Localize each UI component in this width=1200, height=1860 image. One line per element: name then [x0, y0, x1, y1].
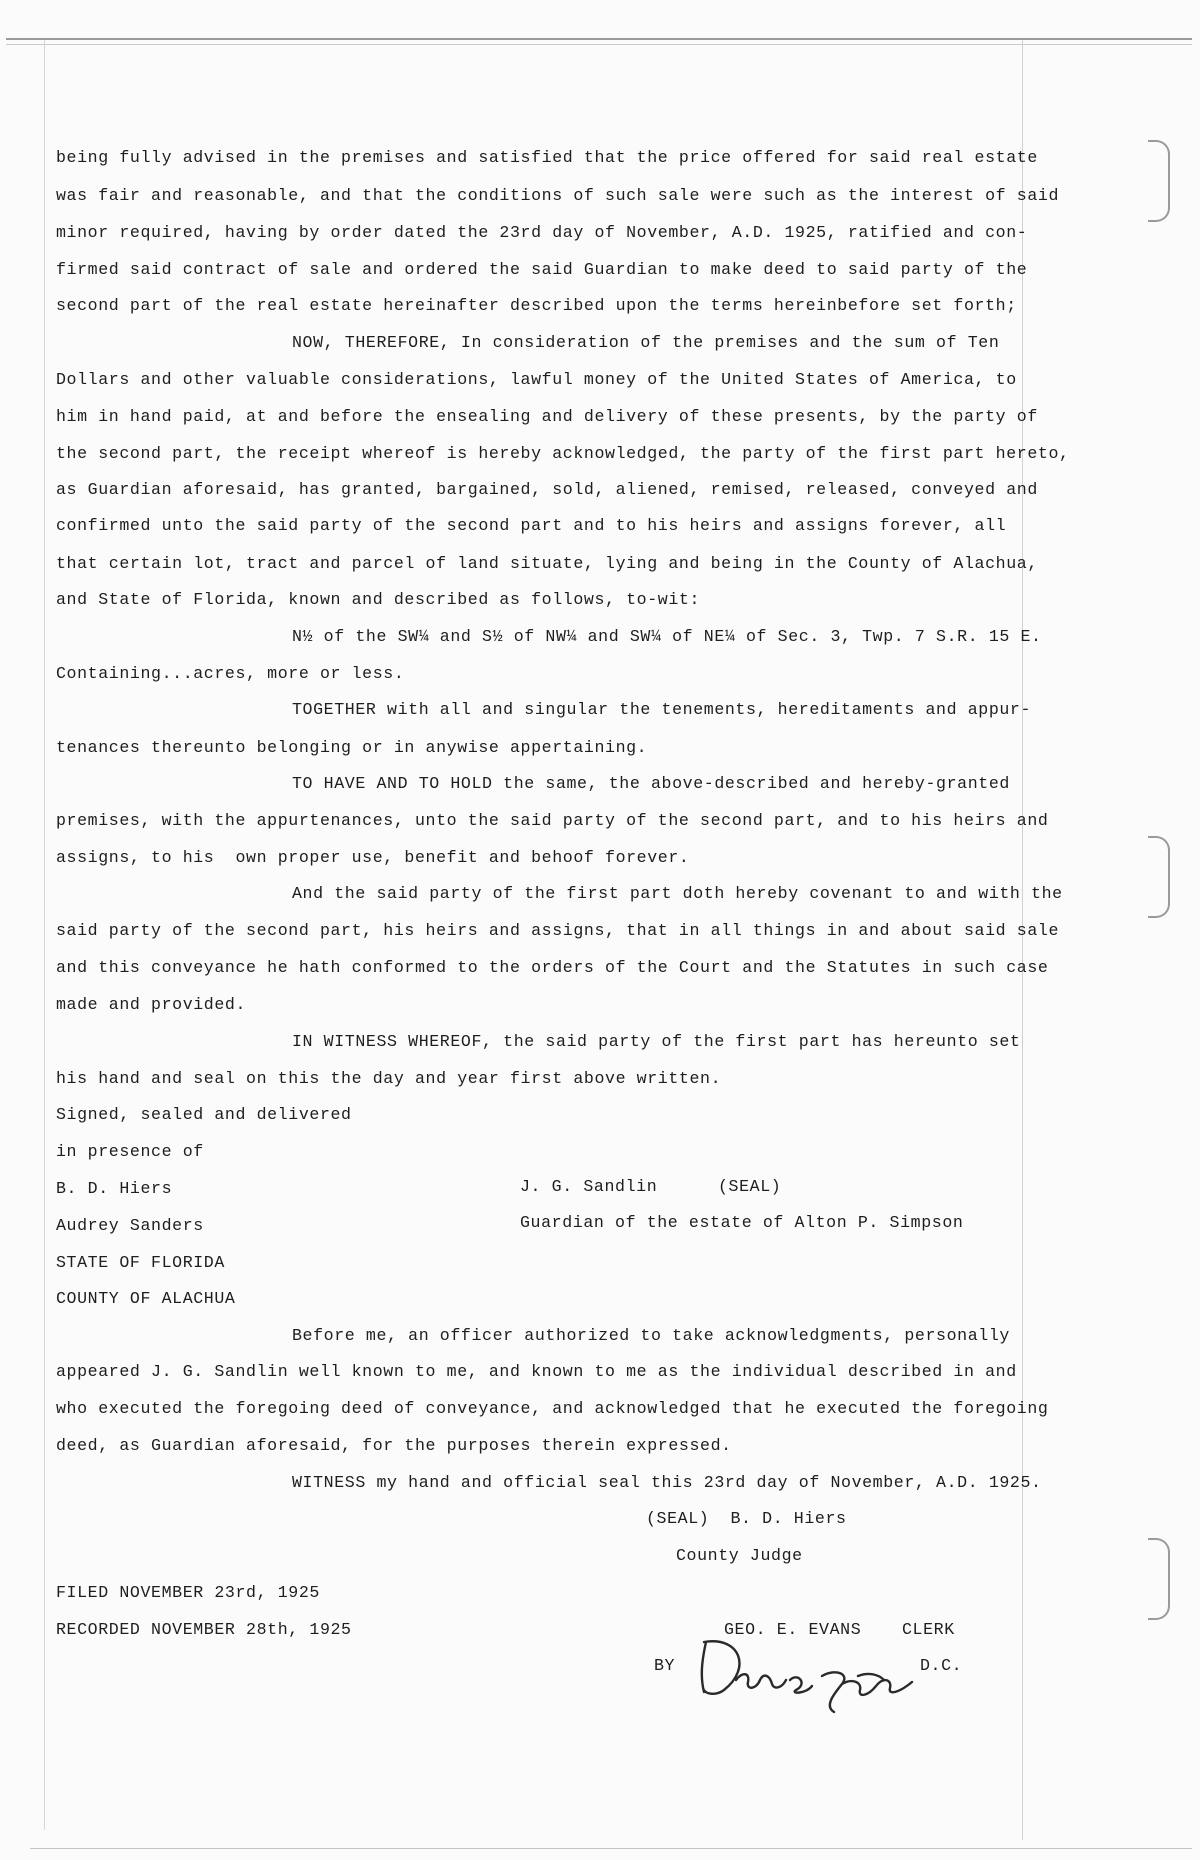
- body-line: tenances thereunto belonging or in anywise appertaining.: [56, 738, 648, 757]
- body-line: him in hand paid, at and before the ensealing and delivery of these presents, by the party of: [56, 407, 1038, 426]
- body-line: Signed, sealed and delivered: [56, 1105, 352, 1124]
- body-line: his hand and seal on this the day and year first above written.: [56, 1069, 722, 1088]
- body-line: and this conveyance he hath conformed to the orders of the Court and the Statutes in such case: [56, 958, 1049, 977]
- body-line: TO HAVE AND TO HOLD the same, the above-described and hereby-granted: [292, 774, 1010, 793]
- deputy-clerk-label: D.C.: [920, 1656, 963, 1675]
- body-line: NOW, THEREFORE, In consideration of the premises and the sum of Ten: [292, 333, 1000, 352]
- ack-line: WITNESS my hand and official seal this 23rd day of November, A.D. 1925.: [292, 1473, 1042, 1492]
- recorded-date: RECORDED NOVEMBER 28th, 1925: [56, 1620, 352, 1639]
- body-line: assigns, to his own proper use, benefit and behoof forever.: [56, 848, 690, 867]
- body-line: firmed said contract of sale and ordered the said Guardian to make deed to said party of the: [56, 260, 1028, 279]
- body-line: as Guardian aforesaid, has granted, bargained, sold, aliened, remised, released, conveyed and: [56, 480, 1038, 499]
- witness-name: Audrey Sanders: [56, 1216, 204, 1235]
- clerk-title: CLERK: [902, 1620, 955, 1639]
- grantor-title: Guardian of the estate of Alton P. Simpson: [520, 1213, 964, 1232]
- judge-seal: (SEAL) B. D. Hiers: [646, 1509, 847, 1528]
- body-line: Dollars and other valuable considerations, lawful money of the United States of America, to: [56, 370, 1017, 389]
- body-line: said party of the second part, his heirs and assigns, that in all things in and about said sale: [56, 921, 1059, 940]
- body-line: Containing...acres, more or less.: [56, 664, 405, 683]
- state-heading: STATE OF FLORIDA: [56, 1253, 225, 1272]
- by-label: BY: [654, 1656, 676, 1675]
- ack-line: deed, as Guardian aforesaid, for the purposes therein expressed.: [56, 1436, 732, 1455]
- body-line: the second part, the receipt whereof is hereby acknowledged, the party of the first part hereto,: [56, 444, 1070, 463]
- county-heading: COUNTY OF ALACHUA: [56, 1289, 236, 1308]
- ack-line: who executed the foregoing deed of conveyance, and acknowledged that he executed the foregoing: [56, 1399, 1049, 1418]
- body-line: And the said party of the first part doth hereby covenant to and with the: [292, 884, 1063, 903]
- judge-title: County Judge: [676, 1546, 803, 1565]
- body-line: second part of the real estate hereinafter described upon the terms hereinbefore set forth;: [56, 296, 1017, 315]
- body-line: was fair and reasonable, and that the conditions of such sale were such as the interest of said: [56, 186, 1059, 205]
- seal-label: (SEAL): [718, 1177, 782, 1196]
- body-line: minor required, having by order dated the 23rd day of November, A.D. 1925, ratified and con-: [56, 223, 1028, 242]
- ack-line: appeared J. G. Sandlin well known to me, and known to me as the individual described in and: [56, 1362, 1017, 1381]
- body-line: that certain lot, tract and parcel of land situate, lying and being in the County of Alachua,: [56, 554, 1038, 573]
- clerk-name: GEO. E. EVANS: [724, 1620, 862, 1639]
- body-line: premises, with the appurtenances, unto the said party of the second part, and to his heirs and: [56, 811, 1049, 830]
- body-line: in presence of: [56, 1142, 204, 1161]
- witness-name: B. D. Hiers: [56, 1179, 173, 1198]
- body-line: IN WITNESS WHEREOF, the said party of the first part has hereunto set: [292, 1032, 1021, 1051]
- ack-line: Before me, an officer authorized to take acknowledgments, personally: [292, 1326, 1010, 1345]
- legal-description: N½ of the SW¼ and S½ of NW¼ and SW¼ of NE¼ of Sec. 3, Twp. 7 S.R. 15 E.: [292, 627, 1042, 646]
- grantor-signature: J. G. Sandlin: [520, 1177, 658, 1196]
- body-line: confirmed unto the said party of the second part and to his heirs and assigns forever, all: [56, 516, 1007, 535]
- body-line: made and provided.: [56, 995, 247, 1014]
- filed-date: FILED NOVEMBER 23rd, 1925: [56, 1583, 320, 1602]
- body-line: and State of Florida, known and described as follows, to-wit:: [56, 590, 701, 609]
- body-line: being fully advised in the premises and satisfied that the price offered for said real estate: [56, 148, 1038, 167]
- body-line: TOGETHER with all and singular the tenements, hereditaments and appur-: [292, 700, 1032, 719]
